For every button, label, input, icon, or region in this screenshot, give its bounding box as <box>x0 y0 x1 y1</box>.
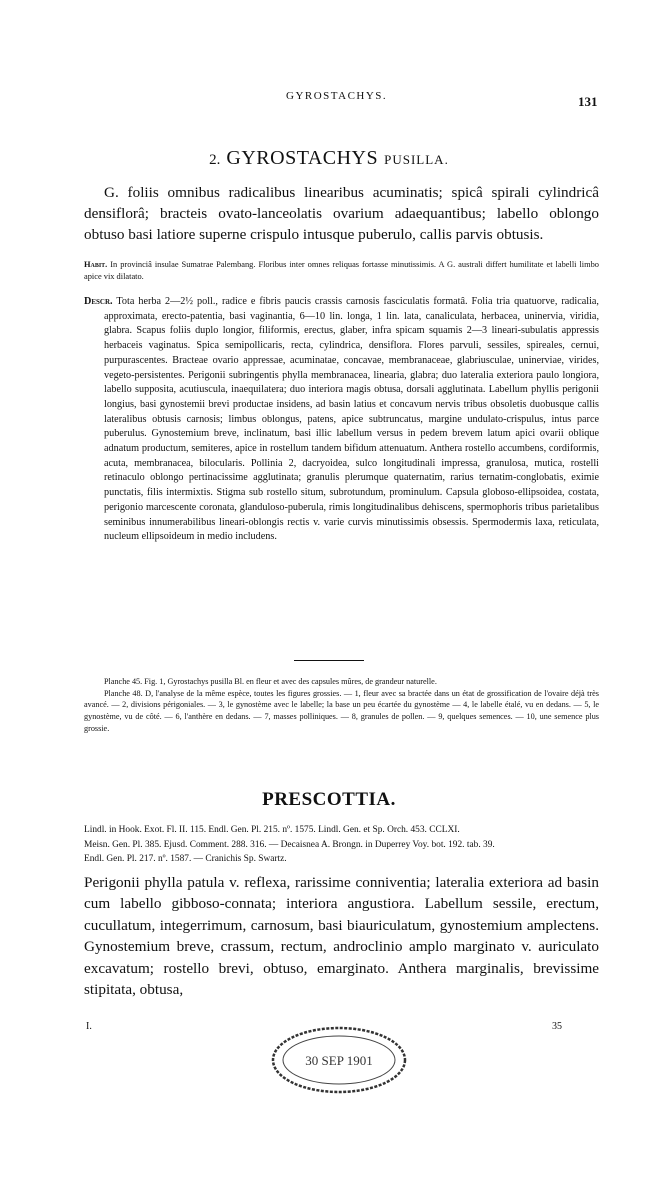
description-paragraph <box>84 295 599 545</box>
reference-line: Meisn. Gen. Pl. 385. Ejusd. Comment. 288. 316. — Decaisnea A. Brongn. in Duperrey Voy. bot. 192. tab. 39. <box>84 839 495 850</box>
signature-number: 35 <box>552 1021 562 1032</box>
genus-description: Perigonii phylla patula v. reflexa, rarissime conniventia; lateralia exteriora ad basin cum labello gibboso-connata; interiora angustiora. Labellum sessile, erectum, cucullatum, integerrimum, carnosum, basi biauriculatum, gynostemium amplectens. Gynostemium breve, crassum, rectum, androclinio amplo marginato v. auriculato excavatum; rostello brevi, obtuso, emarginato. Anthera marginalis, brevissime stipitata, obtusa, <box>84 874 599 999</box>
library-stamp <box>269 1024 409 1096</box>
species-number: 2. <box>209 152 221 168</box>
running-head: GYROSTACHYS. <box>286 90 388 102</box>
species-diagnosis: G. foliis omnibus radicalibus linearibus acuminatis; spicâ spirali cylindricâ densiflorâ; bracteis ovato-lanceolatis ovarium adaequantibus; labello oblongo obtuso basi latiore superne crispulo intusque puberulo, callis parvis obtusis. <box>84 184 599 243</box>
stamp-date: 30 SEP 1901 <box>305 1053 373 1068</box>
species-epithet: PUSILLA. <box>384 152 449 167</box>
genus-references <box>84 823 599 867</box>
plate-captions <box>84 676 599 735</box>
reference-line: Lindl. in Hook. Exot. Fl. II. 115. Endl. Gen. Pl. 215. nº. 1575. Lindl. Gen. et Sp. Orch. 453. CCLXI. <box>84 825 460 835</box>
description-label: Descr. <box>84 296 113 307</box>
reference-line: Endl. Gen. Pl. 217. nº. 1587. — Cranichis Sp. Swartz. <box>84 854 287 864</box>
species-title <box>0 147 658 170</box>
page-number: 131 <box>578 94 598 109</box>
signature-mark: I. <box>86 1021 92 1032</box>
habit-text: In provinciâ insulae Sumatrae Palembang. Floribus inter omnes reliquas fortasse minutissimis. A G. australi differt humilitate et labelli limbo apice vix dilatato. <box>84 260 599 281</box>
description-text: Tota herba 2—2½ poll., radice e fibris paucis crassis carnosis fasciculatis formatâ. Folia tria quatuorve, radicalia, approximata, erecto-patentia, basi vaginantia, 6—10 lin. longa, 1 lin. lata, canaliculata, herbacea, uninervia, viridia, glabra. Scapus foliis duplo longior, filiformis, erectus, glaber, infra spicam squamis 2—3 lineari-subulatis appressis herbaceis vaginatus. Spica semipollicaris, recta, cylindrica, densiflora. Flores parvuli, sessiles, spireales, cernui, purpurascentes. Bracteae ovario appressae, acuminatae, concavae, membranaceae, glabriusculae, uninerviae, virides, vegeto-persistentes. Perigonii subringentis phylla membranacea, linearia, glabra; duo lateralia exteriora paulo longiora, labello supposita, acutiuscula, inaequilatera; duo interiora magis obtusa, dorsali agglutinata. Labellum phyllis perigonii longius, basi gynostemii brevi productae insidens, ad basin latius et concavum nervis tribus obsoletis duobusque callis lateralibus obtusis carnosis; limbus oblongus, patens, apice subtruncatus, margine undulato-crispulus, intus parce puberulus. Gynostemium breve, inclinatum, basi illic labellum versus in pedem brevem latum apici ovarii oblique adnatum productum, semiteres, apice in rostellum tandem bifidum attenuatum. Anthera rostello accumbens, cordiformis, acuta, membranacea, bilocularis. Pollinia 2, dacryoidea, sulco longitudinali impressa, granulosa, mutica, rostelli retinaculo oblongo pertinacissime agglutinata; granulis plerumque quaternatim, rarius ternatim-conglobatis, eximie punctatis, filis intermixtis. Stigma sub rostello situm, subrotundum, prominulum. Capsula globoso-ellipsoidea, costata, perigonio marcescente coronata, glanduloso-puberula, rimis longitudinalibus dehiscens, spermophoris tribus parietalibus seminibus innumerabilibus lineari-oblongis rectis v. varie curvis minutissimis obsessis. Spermodermis laxa, reticulata, nucleum ellipsoideum in medio includens. <box>104 296 599 543</box>
plate-caption: Planche 48. D, l'analyse de la même espèce, toutes les figures grossies. — 1, fleur avec sa bractée dans un état de grossification de l'ovaire déjà très avancé. — 2, divisions périgoniales. — 3, le gynostème avec le labelle; la base un peu écartée du gynostème — 4, le labelle étalé, vu en dedans. — 5, le gynostème, vu de côté. — 6, l'anthère en dedans. — 7, masses polliniques. — 8, granules de pollen. — 9, quelques semences. — 10, une semence plus grossie. <box>84 688 599 733</box>
genus-heading: PRESCOTTIA. <box>262 789 396 810</box>
section-divider <box>294 660 364 661</box>
habit-paragraph <box>84 259 599 283</box>
species-genus: GYROSTACHYS <box>226 147 379 169</box>
habit-label: Habit. <box>84 260 108 269</box>
plate-caption: Planche 45. Fig. 1, Gyrostachys pusilla Bl. en fleur et avec des capsules mûres, de grandeur naturelle. <box>104 677 437 686</box>
library-stamp-graphic <box>269 1024 409 1096</box>
